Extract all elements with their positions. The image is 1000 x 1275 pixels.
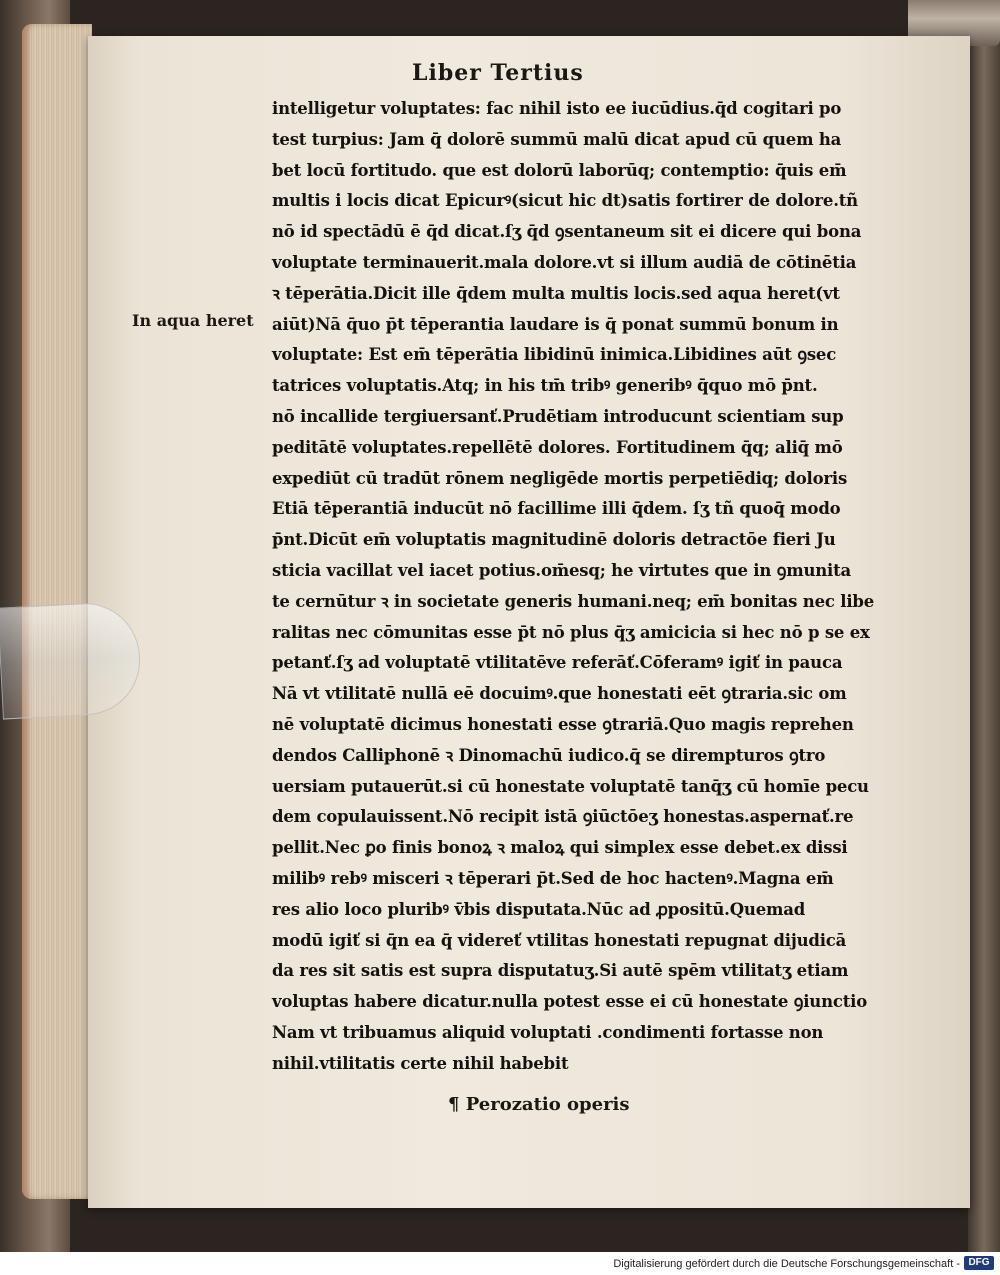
text-line: ꝛ tēperātia.Dicit ille q̄dem multa multis locis.sed aqua heret(vt: [272, 283, 840, 303]
text-line: petanť.ſʒ ad voluptatē vtilitatēve referāť.Cōferamꝰ igiť in pauca: [272, 653, 843, 673]
text-line: expediūt cū tradūt rōnem negligēde mortis perpetiēdiq; doloris: [272, 468, 848, 488]
text-line: Nā vt vtilitatē nullā eē docuimꝰ.que honestati eēt ꝯtraria.sic om: [272, 684, 847, 704]
book-cover-right: [968, 0, 1000, 1252]
text-line: test turpius: Jam q̄ dolorē summū malū dicat apud cū quem ha: [272, 129, 842, 149]
text-block: [272, 94, 875, 1080]
text-line: te cernūtur ꝛ in societate generis humani.neq; em̄ bonitas nec libe: [272, 591, 875, 611]
text-line: voluptate terminauerit.mala dolore.vt si illum audiā de cōtinētia: [272, 252, 857, 272]
text-line: voluptate: Est em̄ tēperātia libidinū inimica.Libidines aūt ꝯsec: [272, 345, 837, 365]
running-head: Liber Tertius: [412, 60, 584, 86]
text-line: sticia vacillat vel iacet potius.om̄esq; he virtutes que in ꝯmunita: [272, 560, 852, 580]
text-line: dendos Calliphonē ꝛ Dinomachū iudico.q̄ se dirempturos ꝯtro: [272, 745, 826, 765]
text-line: uersiam putauerūt.si cū honestate voluptatē tanq̄ʒ cū homīe pecu: [272, 776, 869, 796]
section-heading: ¶ Perozatio operis: [448, 1094, 630, 1115]
text-line: p̄nt.Dicūt em̄ voluptatis magnitudinē doloris detractōe fieri Ju: [272, 530, 836, 550]
text-line: dem copulauissent.Nō recipit istā ꝯiūctōeʒ honestas.aspernať.re: [272, 807, 854, 827]
text-line: intelligetur voluptates: fac nihil isto ee iucūdius.q̄d cogitari po: [272, 99, 842, 118]
margin-note: In aqua heret: [132, 311, 254, 330]
text-line: res alio loco pluribꝰ v̄bis disputata.Nūc ad ꝓpositū.Quemad: [272, 899, 806, 919]
text-line: da res sit satis est supra disputatuʒ.Si autē spēm vtilitatʒ etiam: [272, 961, 849, 981]
text-line: ralitas nec cōmunitas esse p̄t nō plus q̄ʒ amicicia si hec nō p se ex: [272, 622, 870, 642]
text-line: peditātē voluptates.repellētē dolores. Fortitudinem q̄q; aliq̄ mō: [272, 437, 843, 457]
text-line: tatrices voluptatis.Atq; in his tm̄ tribꝰ generibꝰ q̄quo mō p̄nt.: [272, 376, 818, 396]
text-line: nō id spectādū ē q̄d dicat.ſʒ q̄d ꝯsentaneum sit ei dicere qui bona: [272, 222, 862, 242]
text-line: nō incallide tergiuersanť.Prudētiam introducunt scientiam sup: [272, 406, 844, 426]
text-line: voluptas habere dicatur.nulla potest esse ei cū honestate ꝯiunctio: [272, 992, 868, 1012]
text-line: Etiā tēperantiā inducūt nō facillime illi q̄dem. ſʒ tñ quoq̄ modo: [272, 499, 841, 519]
text-line: nihil.vtilitatis certe nihil habebit: [272, 1053, 569, 1073]
footer-credit: Digitalisierung gefördert durch die Deutsche Forschungsgemeinschaft -: [613, 1258, 960, 1270]
text-line: bet locū fortitudo. que est dolorū laborūq; contemptio: q̄uis em̄: [272, 160, 847, 180]
text-line: Nam vt tribuamus aliquid voluptati .condimenti fortasse non: [272, 1022, 824, 1042]
text-line: nē voluptatē dicimus honestati esse ꝯtrariā.Quo magis reprehen: [272, 714, 854, 734]
text-line: modū igiť si q̄n ea q̄ videreť vtilitas honestati repugnat dijudicā: [272, 930, 847, 950]
text-line: milibꝰ rebꝰ misceri ꝛ tēperari p̄t.Sed de hoc hactenꝰ.Magna em̄: [272, 868, 834, 888]
text-line: multis i locis dicat Epicurꝰ(sicut hic dt)satis fortirer de dolore.tñ: [272, 191, 858, 211]
text-line: pellit.Nec ꝑo finis bonoꝝ ꝛ maloꝝ qui simplex esse debet.ex dissi: [272, 838, 848, 858]
text-line: aiūt)Nā q̄uo p̄t tēperantia laudare is q̄ ponat summū bonum in: [272, 314, 839, 334]
dfg-logo: DFG: [964, 1256, 994, 1270]
